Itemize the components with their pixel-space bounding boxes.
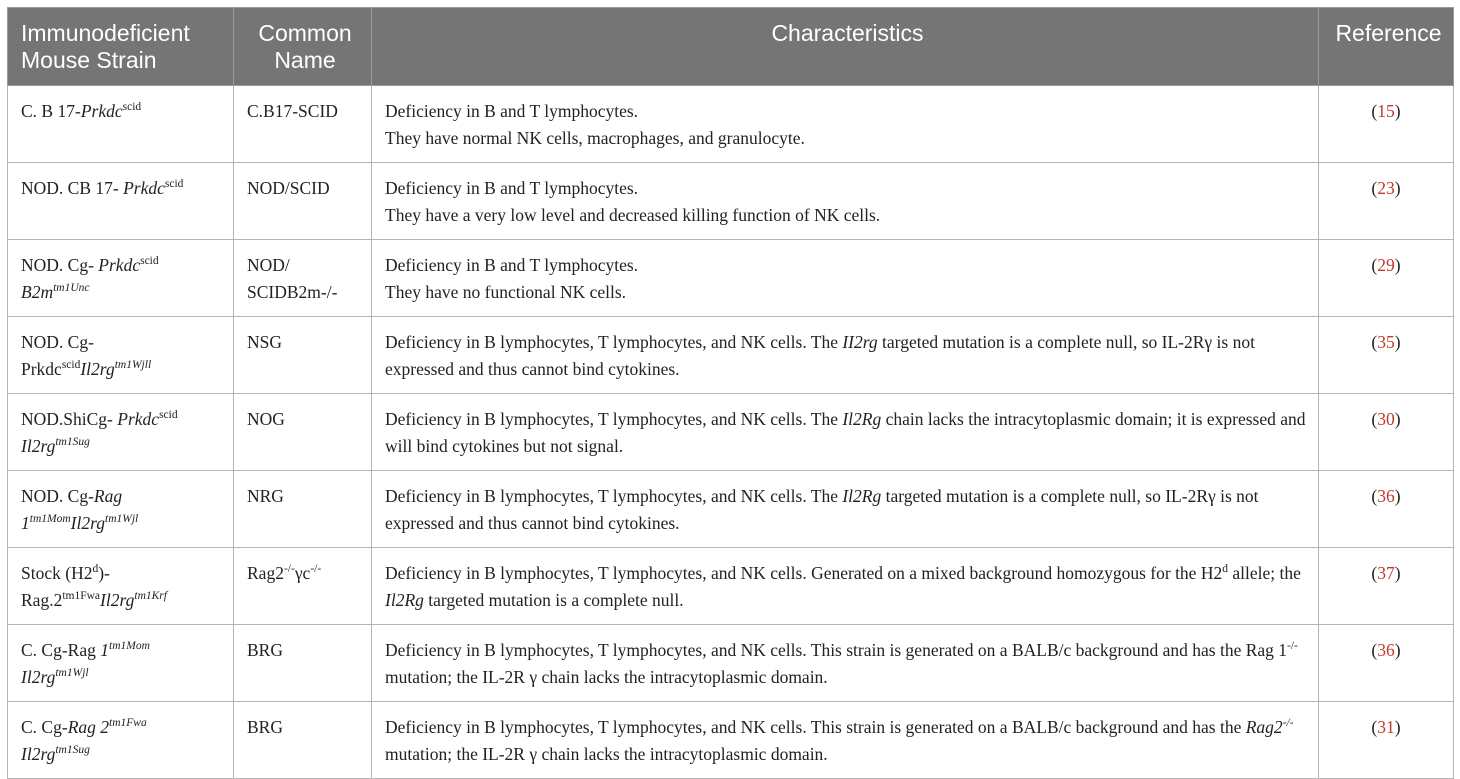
cell-strain xyxy=(8,625,234,702)
reference-open-paren: ( xyxy=(1371,409,1378,429)
cell-strain xyxy=(8,548,234,625)
reference-open-paren: ( xyxy=(1371,717,1378,737)
reference-open-paren: ( xyxy=(1371,486,1378,506)
cell-text: Deficiency in B lymphocytes, T lymphocytes, and NK cells. The xyxy=(385,409,843,429)
italic-text: Il2Rg xyxy=(842,409,882,429)
cell-characteristics xyxy=(372,86,1319,163)
superscript-text: -/- xyxy=(283,563,295,575)
cell-characteristics xyxy=(372,471,1319,548)
superscript-text: tm1Sug xyxy=(55,436,90,448)
mouse-strain-table xyxy=(7,7,1454,779)
cell-text: NOG xyxy=(247,409,285,429)
superscript-text: tm1Unc xyxy=(53,282,90,294)
cell-text: allele; the xyxy=(1227,563,1301,583)
cell-text: NOD/SCID xyxy=(247,178,330,198)
cell-text: γc xyxy=(294,563,311,583)
cell-text: Deficiency in B lymphocytes, T lymphocytes, and NK cells. This strain is generated on a BALB/c background and has the Rag 1 xyxy=(385,640,1288,660)
header-strain: Immunodeficient Mouse Strain xyxy=(8,8,234,86)
reference-link[interactable]: 36 xyxy=(1377,640,1395,660)
cell-text: Deficiency in B lymphocytes, T lymphocytes, and NK cells. The xyxy=(385,486,843,506)
cell-reference xyxy=(1319,86,1454,163)
superscript-text: -/- xyxy=(1282,717,1294,729)
reference-open-paren: ( xyxy=(1371,640,1378,660)
cell-common-name xyxy=(234,548,372,625)
reference-close-paren: ) xyxy=(1394,178,1401,198)
cell-text: They have normal NK cells, macrophages, and granulocyte. xyxy=(385,128,805,148)
cell-text: Deficiency in B lymphocytes, T lymphocytes, and NK cells. The xyxy=(385,332,843,352)
cell-strain xyxy=(8,471,234,548)
superscript-text: d xyxy=(1222,563,1228,575)
cell-strain xyxy=(8,394,234,471)
table-row xyxy=(8,394,1454,471)
reference-open-paren: ( xyxy=(1371,255,1378,275)
cell-common-name xyxy=(234,702,372,779)
table-row xyxy=(8,163,1454,240)
italic-text: Prkdc xyxy=(80,101,123,121)
reference-link[interactable]: 15 xyxy=(1377,101,1395,121)
reference-open-paren: ( xyxy=(1371,178,1378,198)
cell-text: NOD/ xyxy=(247,255,290,275)
superscript-text: tm1Sug xyxy=(55,744,90,756)
header-common-name: Common Name xyxy=(234,8,372,86)
cell-common-name xyxy=(234,86,372,163)
reference-close-paren: ) xyxy=(1394,255,1401,275)
table-row xyxy=(8,548,1454,625)
superscript-text: tm1Wjll xyxy=(114,359,152,371)
cell-text: C. B 17- xyxy=(21,101,81,121)
italic-text: 1 xyxy=(100,640,109,660)
superscript-text: d xyxy=(92,563,99,575)
cell-text: They have no functional NK cells. xyxy=(385,282,627,302)
cell-text: )- xyxy=(98,563,110,583)
cell-common-name xyxy=(234,163,372,240)
table-row xyxy=(8,86,1454,163)
cell-common-name xyxy=(234,625,372,702)
italic-text: Il2rg xyxy=(21,436,56,456)
superscript-text: scid xyxy=(159,409,178,421)
cell-text: Rag2 xyxy=(247,563,284,583)
italic-text: Il2rg xyxy=(21,667,56,687)
cell-text: Deficiency in B and T lymphocytes. xyxy=(385,255,639,275)
italic-text: Il2rg xyxy=(70,513,105,533)
reference-close-paren: ) xyxy=(1394,717,1401,737)
cell-strain xyxy=(8,86,234,163)
cell-text: They have a very low level and decreased killing function of NK cells. xyxy=(385,205,881,225)
italic-text: Prkdc xyxy=(98,255,141,275)
superscript-text: scid xyxy=(61,359,81,371)
cell-text: Deficiency in B and T lymphocytes. xyxy=(385,101,639,121)
cell-common-name xyxy=(234,394,372,471)
cell-reference xyxy=(1319,702,1454,779)
cell-text: Deficiency in B lymphocytes, T lymphocytes, and NK cells. Generated on a mixed background homozygous for the H2 xyxy=(385,563,1223,583)
cell-text: C. Cg- xyxy=(21,717,68,737)
cell-characteristics xyxy=(372,394,1319,471)
cell-strain xyxy=(8,317,234,394)
cell-text: NOD. Cg- xyxy=(21,332,94,352)
cell-common-name xyxy=(234,317,372,394)
cell-strain xyxy=(8,240,234,317)
reference-link[interactable]: 31 xyxy=(1377,717,1395,737)
cell-text: BRG xyxy=(247,640,283,660)
superscript-text: -/- xyxy=(310,563,322,575)
cell-common-name xyxy=(234,471,372,548)
superscript-text: tm1Mom xyxy=(29,513,71,525)
cell-reference xyxy=(1319,394,1454,471)
italic-text: Prkdc xyxy=(117,409,160,429)
superscript-text: tm1Fwa xyxy=(109,717,147,729)
cell-text: mutation; the IL-2R γ chain lacks the intracytoplasmic domain. xyxy=(385,667,828,687)
reference-close-paren: ) xyxy=(1394,409,1401,429)
cell-text: NOD. CB 17- xyxy=(21,178,124,198)
reference-close-paren: ) xyxy=(1394,101,1401,121)
reference-link[interactable]: 36 xyxy=(1377,486,1395,506)
cell-text: Deficiency in B lymphocytes, T lymphocytes, and NK cells. This strain is generated on a BALB/c background and has the xyxy=(385,717,1246,737)
cell-text: targeted mutation is a complete null, so IL-2Rγ is not expressed and thus cannot bind cytokines. xyxy=(385,486,1259,533)
cell-characteristics xyxy=(372,702,1319,779)
cell-text: Stock (H2 xyxy=(21,563,93,583)
superscript-text: tm1Mom xyxy=(109,640,150,652)
italic-text: Il2Rg xyxy=(385,590,424,610)
reference-link[interactable]: 29 xyxy=(1377,255,1395,275)
italic-text: II2rg xyxy=(842,332,878,352)
italic-text: Rag2 xyxy=(1245,717,1283,737)
superscript-text: -/- xyxy=(1287,640,1298,652)
cell-text: targeted mutation is a complete null, so IL-2Rγ is not expressed and thus cannot bind cytokines. xyxy=(385,332,1255,379)
table-row xyxy=(8,240,1454,317)
reference-open-paren: ( xyxy=(1371,101,1378,121)
cell-text: NSG xyxy=(247,332,283,352)
cell-text: SCIDB2m-/- xyxy=(247,282,338,302)
reference-close-paren: ) xyxy=(1394,640,1401,660)
cell-characteristics xyxy=(372,625,1319,702)
cell-text: chain lacks the intracytoplasmic domain; it is expressed and will bind cytokines but not signal. xyxy=(385,409,1306,456)
italic-text: Rag xyxy=(93,486,123,506)
cell-reference xyxy=(1319,240,1454,317)
cell-text: NRG xyxy=(247,486,284,506)
italic-text: Rag 2 xyxy=(67,717,110,737)
table-row xyxy=(8,702,1454,779)
header-reference: Reference xyxy=(1319,8,1454,86)
table-row xyxy=(8,625,1454,702)
superscript-text: tm1Fwa xyxy=(62,590,101,602)
reference-link[interactable]: 30 xyxy=(1377,409,1395,429)
cell-text: C. Cg-Rag xyxy=(21,640,101,660)
cell-reference xyxy=(1319,163,1454,240)
superscript-text: tm1Krf xyxy=(134,590,167,602)
cell-reference xyxy=(1319,471,1454,548)
superscript-text: tm1Wjl xyxy=(105,513,139,525)
cell-reference xyxy=(1319,625,1454,702)
superscript-text: scid xyxy=(140,255,159,267)
reference-link[interactable]: 35 xyxy=(1377,332,1395,352)
cell-text: NOD. Cg- xyxy=(21,486,94,506)
reference-close-paren: ) xyxy=(1394,486,1401,506)
reference-link[interactable]: 37 xyxy=(1377,563,1395,583)
table-body xyxy=(8,86,1454,779)
table-header-row xyxy=(8,8,1454,86)
italic-text: Prkdc xyxy=(123,178,165,198)
superscript-text: scid xyxy=(122,101,142,113)
header-characteristics: Characteristics xyxy=(372,8,1319,86)
italic-text: Il2Rg xyxy=(842,486,882,506)
cell-common-name xyxy=(234,240,372,317)
cell-reference xyxy=(1319,317,1454,394)
cell-text: mutation; the IL-2R γ chain lacks the intracytoplasmic domain. xyxy=(385,744,828,764)
cell-characteristics xyxy=(372,163,1319,240)
cell-characteristics xyxy=(372,548,1319,625)
table-row xyxy=(8,471,1454,548)
italic-text: 1 xyxy=(21,513,30,533)
reference-link[interactable]: 23 xyxy=(1377,178,1395,198)
italic-text: B2m xyxy=(21,282,54,302)
cell-text: NOD.ShiCg- xyxy=(21,409,118,429)
cell-text: BRG xyxy=(247,717,283,737)
reference-open-paren: ( xyxy=(1371,332,1378,352)
reference-close-paren: ) xyxy=(1394,332,1401,352)
italic-text: Il2rg xyxy=(80,359,115,379)
cell-characteristics xyxy=(372,240,1319,317)
cell-text: targeted mutation is a complete null. xyxy=(423,590,684,610)
cell-characteristics xyxy=(372,317,1319,394)
reference-open-paren: ( xyxy=(1371,563,1378,583)
cell-reference xyxy=(1319,548,1454,625)
italic-text: Il2rg xyxy=(21,744,56,764)
table-row xyxy=(8,317,1454,394)
cell-text: Deficiency in B and T lymphocytes. xyxy=(385,178,639,198)
cell-strain xyxy=(8,163,234,240)
cell-text: C.B17-SCID xyxy=(247,101,338,121)
superscript-text: scid xyxy=(164,178,184,190)
superscript-text: tm1Wjl xyxy=(55,667,89,679)
cell-text: Prkdc xyxy=(21,359,62,379)
reference-close-paren: ) xyxy=(1394,563,1401,583)
italic-text: Il2rg xyxy=(100,590,135,610)
cell-text: Rag.2 xyxy=(21,590,63,610)
cell-text: NOD. Cg- xyxy=(21,255,99,275)
cell-strain xyxy=(8,702,234,779)
